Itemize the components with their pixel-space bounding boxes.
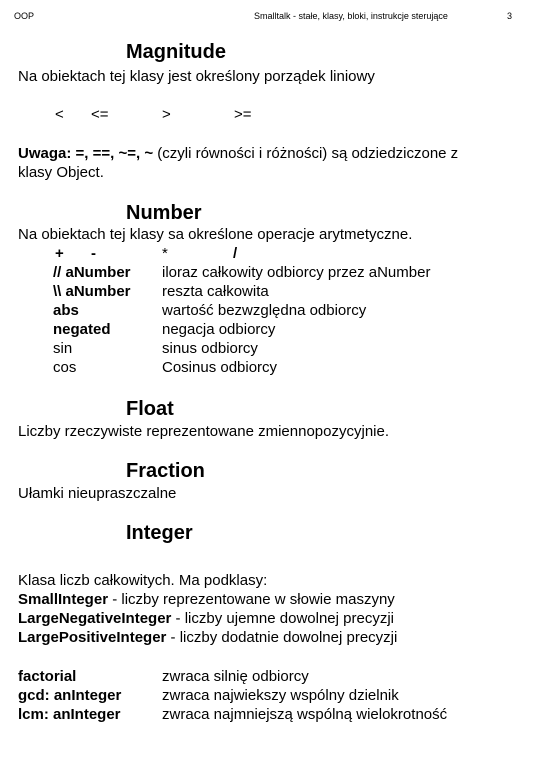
method-description: wartość bezwzględna odbiorcy [162, 302, 367, 319]
header-title: Smalltalk - stałe, klasy, bloki, instrukcje sterujące [254, 11, 448, 21]
float-description: Liczby rzeczywiste reprezentowane zmiennopozycyjnie. [18, 423, 390, 440]
method-name: cos [53, 359, 77, 376]
method-description: iloraz całkowity odbiorcy przez aNumber [162, 264, 431, 281]
method-name: negated [53, 321, 111, 338]
fraction-heading: Fraction [126, 460, 205, 482]
method-name: \\ aNumber [53, 283, 131, 300]
page-number: 3 [507, 11, 513, 21]
subclass-item [18, 609, 394, 628]
subclass-description: - liczby reprezentowane w słowie maszyny [108, 591, 395, 608]
op-less-than: < [55, 106, 64, 123]
subclass-item [18, 590, 395, 609]
method-description: zwraca silnię odbiorcy [162, 668, 309, 685]
number-description: Na obiektach tej klasy sa określone operacje arytmetyczne. [18, 226, 413, 243]
header-course: OOP [14, 11, 35, 21]
method-name: lcm: anInteger [18, 706, 121, 723]
fraction-description: Ułamki nieupraszczalne [18, 485, 177, 502]
float-heading: Float [126, 398, 174, 420]
op-greater-equal: >= [234, 106, 252, 123]
method-name: // aNumber [53, 264, 131, 281]
method-description: negacja odbiorcy [162, 321, 276, 338]
integer-intro: Klasa liczb całkowitych. Ma podklasy: [18, 572, 268, 589]
magnitude-note-line2: klasy Object. [18, 164, 104, 181]
method-description: zwraca najmniejszą wspólną wielokrotność [162, 706, 448, 723]
note-text: (czyli równości i różności) są odziedziczone z [153, 145, 459, 162]
method-name: gcd: anInteger [18, 687, 122, 704]
subclass-name: SmallInteger [18, 591, 109, 608]
method-name: sin [53, 340, 73, 357]
method-description: Cosinus odbiorcy [162, 359, 278, 376]
op-divide: / [233, 245, 238, 262]
magnitude-note [18, 144, 458, 163]
subclass-item [18, 628, 397, 647]
op-minus: - [91, 245, 96, 262]
subclass-description: - liczby dodatnie dowolnej precyzji [166, 629, 398, 646]
subclass-name: LargeNegativeInteger [18, 610, 172, 627]
method-name: abs [53, 302, 79, 319]
subclass-description: - liczby ujemne dowolnej precyzji [171, 610, 394, 627]
magnitude-heading: Magnitude [126, 41, 226, 63]
magnitude-description: Na obiektach tej klasy jest określony porządek liniowy [18, 68, 375, 85]
method-description: sinus odbiorcy [162, 340, 258, 357]
op-greater-than: > [162, 106, 171, 123]
op-plus: + [55, 245, 64, 262]
number-heading: Number [126, 202, 202, 224]
integer-heading: Integer [126, 522, 193, 544]
note-operators: Uwaga: =, ==, ~=, ~ [18, 145, 154, 162]
op-less-equal: <= [91, 106, 109, 123]
method-name: factorial [18, 668, 77, 685]
method-description: zwraca najwiekszy wspólny dzielnik [162, 687, 399, 704]
method-description: reszta całkowita [162, 283, 269, 300]
op-multiply: * [162, 245, 168, 262]
subclass-name: LargePositiveInteger [18, 629, 167, 646]
